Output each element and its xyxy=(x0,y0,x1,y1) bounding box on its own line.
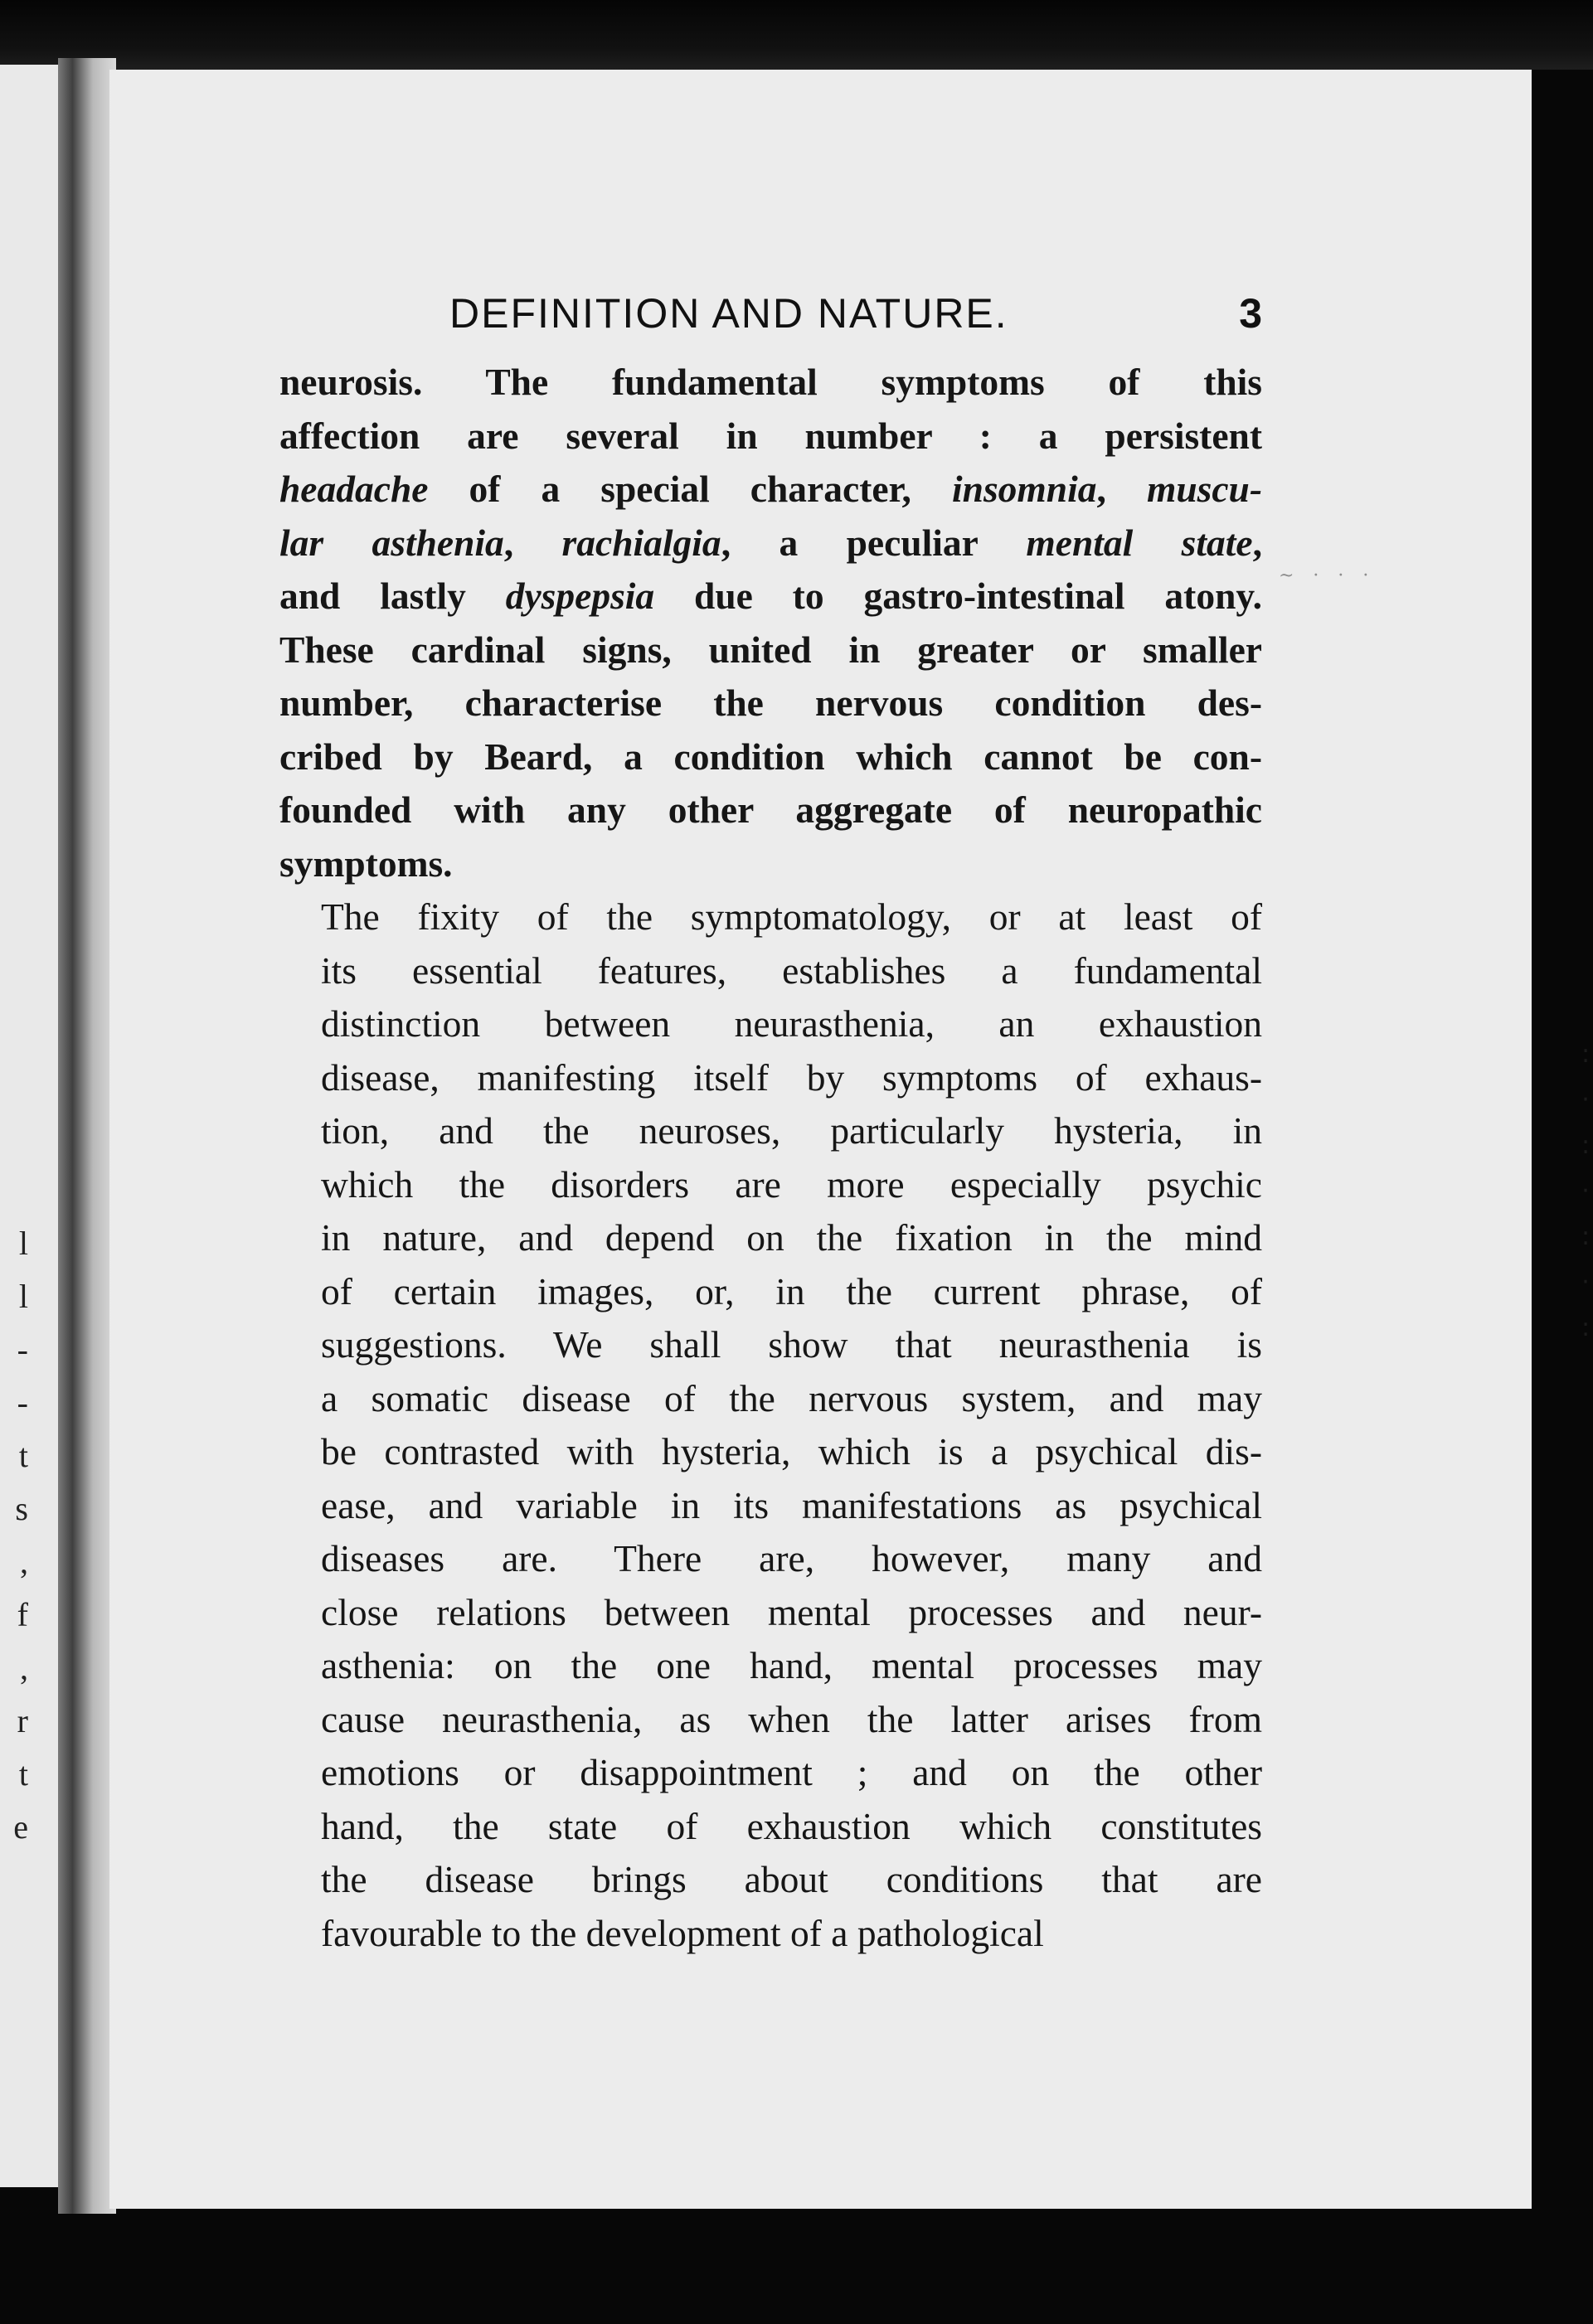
para2-line: disease, manifesting itself by symptoms of exhaus- xyxy=(321,1055,1262,1099)
para2-line: distinction between neurasthenia, an exhaustion xyxy=(321,1002,1262,1045)
para2-line: its essential features, establishes a fundamental xyxy=(321,949,1262,992)
facing-page-letter: , xyxy=(20,1649,28,1686)
para2-line: The fixity of the symptomatology, or at least of xyxy=(321,895,1262,938)
scan-top-shadow xyxy=(0,0,1593,70)
book-page xyxy=(109,70,1591,2209)
paragraph-1 xyxy=(279,356,1262,890)
facing-page-letter: l xyxy=(18,1278,28,1315)
facing-page-letter: l xyxy=(18,1225,28,1262)
para1-line: founded with any other aggregate of neuropathic xyxy=(279,788,1262,831)
para2-line: hand, the state of exhaustion which constitutes xyxy=(321,1804,1262,1847)
para1-line: neurosis. The fundamental symptoms of this xyxy=(279,361,1262,403)
page-number: 3 xyxy=(1239,290,1262,337)
para2-line: cause neurasthenia, as when the latter arises from xyxy=(321,1697,1262,1740)
facing-page-letter: s xyxy=(15,1490,28,1527)
paragraph-2 xyxy=(279,890,1262,1960)
para2-line: favourable to the development of a pathological xyxy=(321,1911,1044,1954)
facing-page-letter: e xyxy=(13,1808,28,1846)
para1-line: lar asthenia, rachialgia, a peculiar mental state, xyxy=(279,521,1262,564)
facing-page-letter: t xyxy=(18,1437,28,1474)
para2-line: of certain images, or, in the current phrase, of xyxy=(321,1269,1262,1312)
para2-line: emotions or disappointment ; and on the other xyxy=(321,1751,1262,1793)
para2-line: ease, and variable in its manifestations as psychical xyxy=(321,1483,1262,1526)
facing-page-letter: - xyxy=(17,1331,28,1368)
facing-page-letter: r xyxy=(17,1702,28,1739)
book-gutter xyxy=(58,58,116,2214)
para2-line: asthenia: on the one hand, mental processes may xyxy=(321,1644,1262,1686)
para2-line: close relations between mental processes and neur- xyxy=(321,1590,1262,1633)
para2-line: the disease brings about conditions that are xyxy=(321,1858,1262,1900)
para1-line: cribed by Beard, a condition which cannot be con- xyxy=(279,735,1262,778)
running-head xyxy=(279,289,1262,356)
facing-page-letter: , xyxy=(20,1543,28,1580)
para2-line: in nature, and depend on the fixation in the mind xyxy=(321,1216,1262,1259)
para1-line: headache of a special character, insomnia, muscu- xyxy=(279,468,1263,510)
facing-page-letter: t xyxy=(18,1755,28,1793)
running-title: DEFINITION AND NATURE. xyxy=(449,290,1008,337)
facing-page-letters xyxy=(0,1217,28,1854)
para2-line: which the disorders are more especially psychic xyxy=(321,1162,1262,1206)
page-edge-marks: : · : · : · : xyxy=(1581,1040,1591,1342)
para1-line: symptoms. xyxy=(279,842,453,885)
para2-line: tion, and the neuroses, particularly hysteria, in xyxy=(321,1109,1262,1152)
para2-line: suggestions. We shall show that neurasthenia is xyxy=(321,1323,1262,1366)
para1-line: These cardinal signs, united in greater or smaller xyxy=(279,628,1262,671)
para2-line: a somatic disease of the nervous system, and may xyxy=(321,1376,1262,1419)
para1-line: affection are several in number : a persistent xyxy=(279,414,1262,457)
body-text xyxy=(279,356,1262,1960)
facing-page-letter: f xyxy=(17,1596,28,1633)
facing-page-letter: - xyxy=(17,1384,28,1421)
pencil-margin-marks: ~ · · · xyxy=(1279,565,1376,586)
para2-line: diseases are. There are, however, many and xyxy=(321,1537,1262,1579)
para1-line: and lastly dyspepsia due to gastro-intestinal atony. xyxy=(279,575,1262,617)
para1-line: number, characterise the nervous condition des- xyxy=(279,682,1262,724)
page-content xyxy=(279,289,1262,1960)
para2-line: be contrasted with hysteria, which is a psychical dis- xyxy=(321,1430,1262,1473)
